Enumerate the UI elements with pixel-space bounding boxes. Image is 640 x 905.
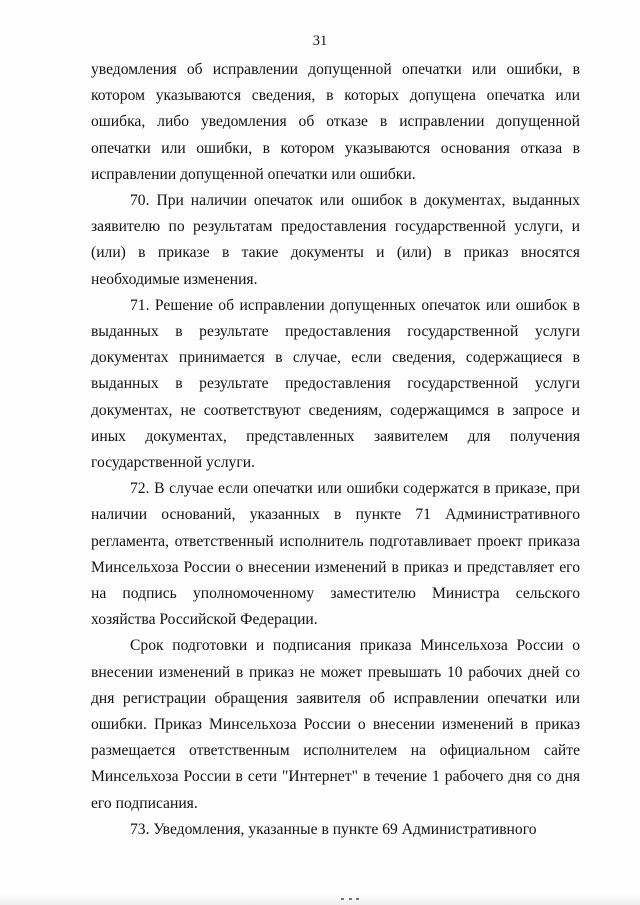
scan-artifact	[341, 898, 344, 900]
page-number: 31	[312, 33, 328, 49]
document-body	[91, 57, 580, 843]
paragraph-72: 72. В случае если опечатки или ошибки содержатся в приказе, при наличии оснований, указанных в пункте 71 Административного регламента, ответственный исполнитель подготавливает проект приказа Минсельхоза России о внесении изменений в приказ и представляет его на подпись уполномоченному заместителю Министра сельского хозяйства Российской Федерации.	[91, 480, 580, 629]
paragraph-71: 71. Решение об исправлении допущенных опечаток или ошибок в выданных в результате предоставления государственной услуги документах принимается в случае, если сведения, содержащиеся в выданных в результате предоставления государственной услуги документах, не соответствуют сведениям, содержащимся в запросе и иных документах, представленных заявителем для получения государственной услуги.	[91, 296, 580, 472]
scan-bottom-edge	[0, 893, 640, 905]
paragraph-70: 70. При наличии опечаток или ошибок в документах, выданных заявителю по результатам предоставления государственной услуги, и (или) в приказе в такие документы и (или) в приказ вносятся необходимые изменения.	[91, 192, 580, 288]
paragraph-correction-deadline: Срок подготовки и подписания приказа Минсельхоза России о внесении изменений в приказ не может превышать 10 рабочих дней со дня регистрации обращения заявителя об исправлении опечатки или ошибки. Приказ Минсельхоза России о внесении изменений в приказ размещается ответственным исполнителем на официальном сайте Минсельхоза России в сети "Интернет" в течение 1 рабочего дня со дня его подписания.	[91, 637, 580, 812]
scan-artifact	[349, 898, 352, 900]
scan-artifact	[356, 898, 359, 900]
paragraph-73: 73. Уведомления, указанные в пункте 69 Административного	[130, 820, 537, 838]
paragraph-notification-continuation: уведомления об исправлении допущенной опечатки или ошибки, в котором указываются сведения, в которых допущена опечатка или ошибка, либо уведомления об отказе в исправлении допущенной опечатки или ошибки, в котором указываются основания отказа в исправлении допущенной опечатки или ошибки.	[91, 61, 580, 183]
